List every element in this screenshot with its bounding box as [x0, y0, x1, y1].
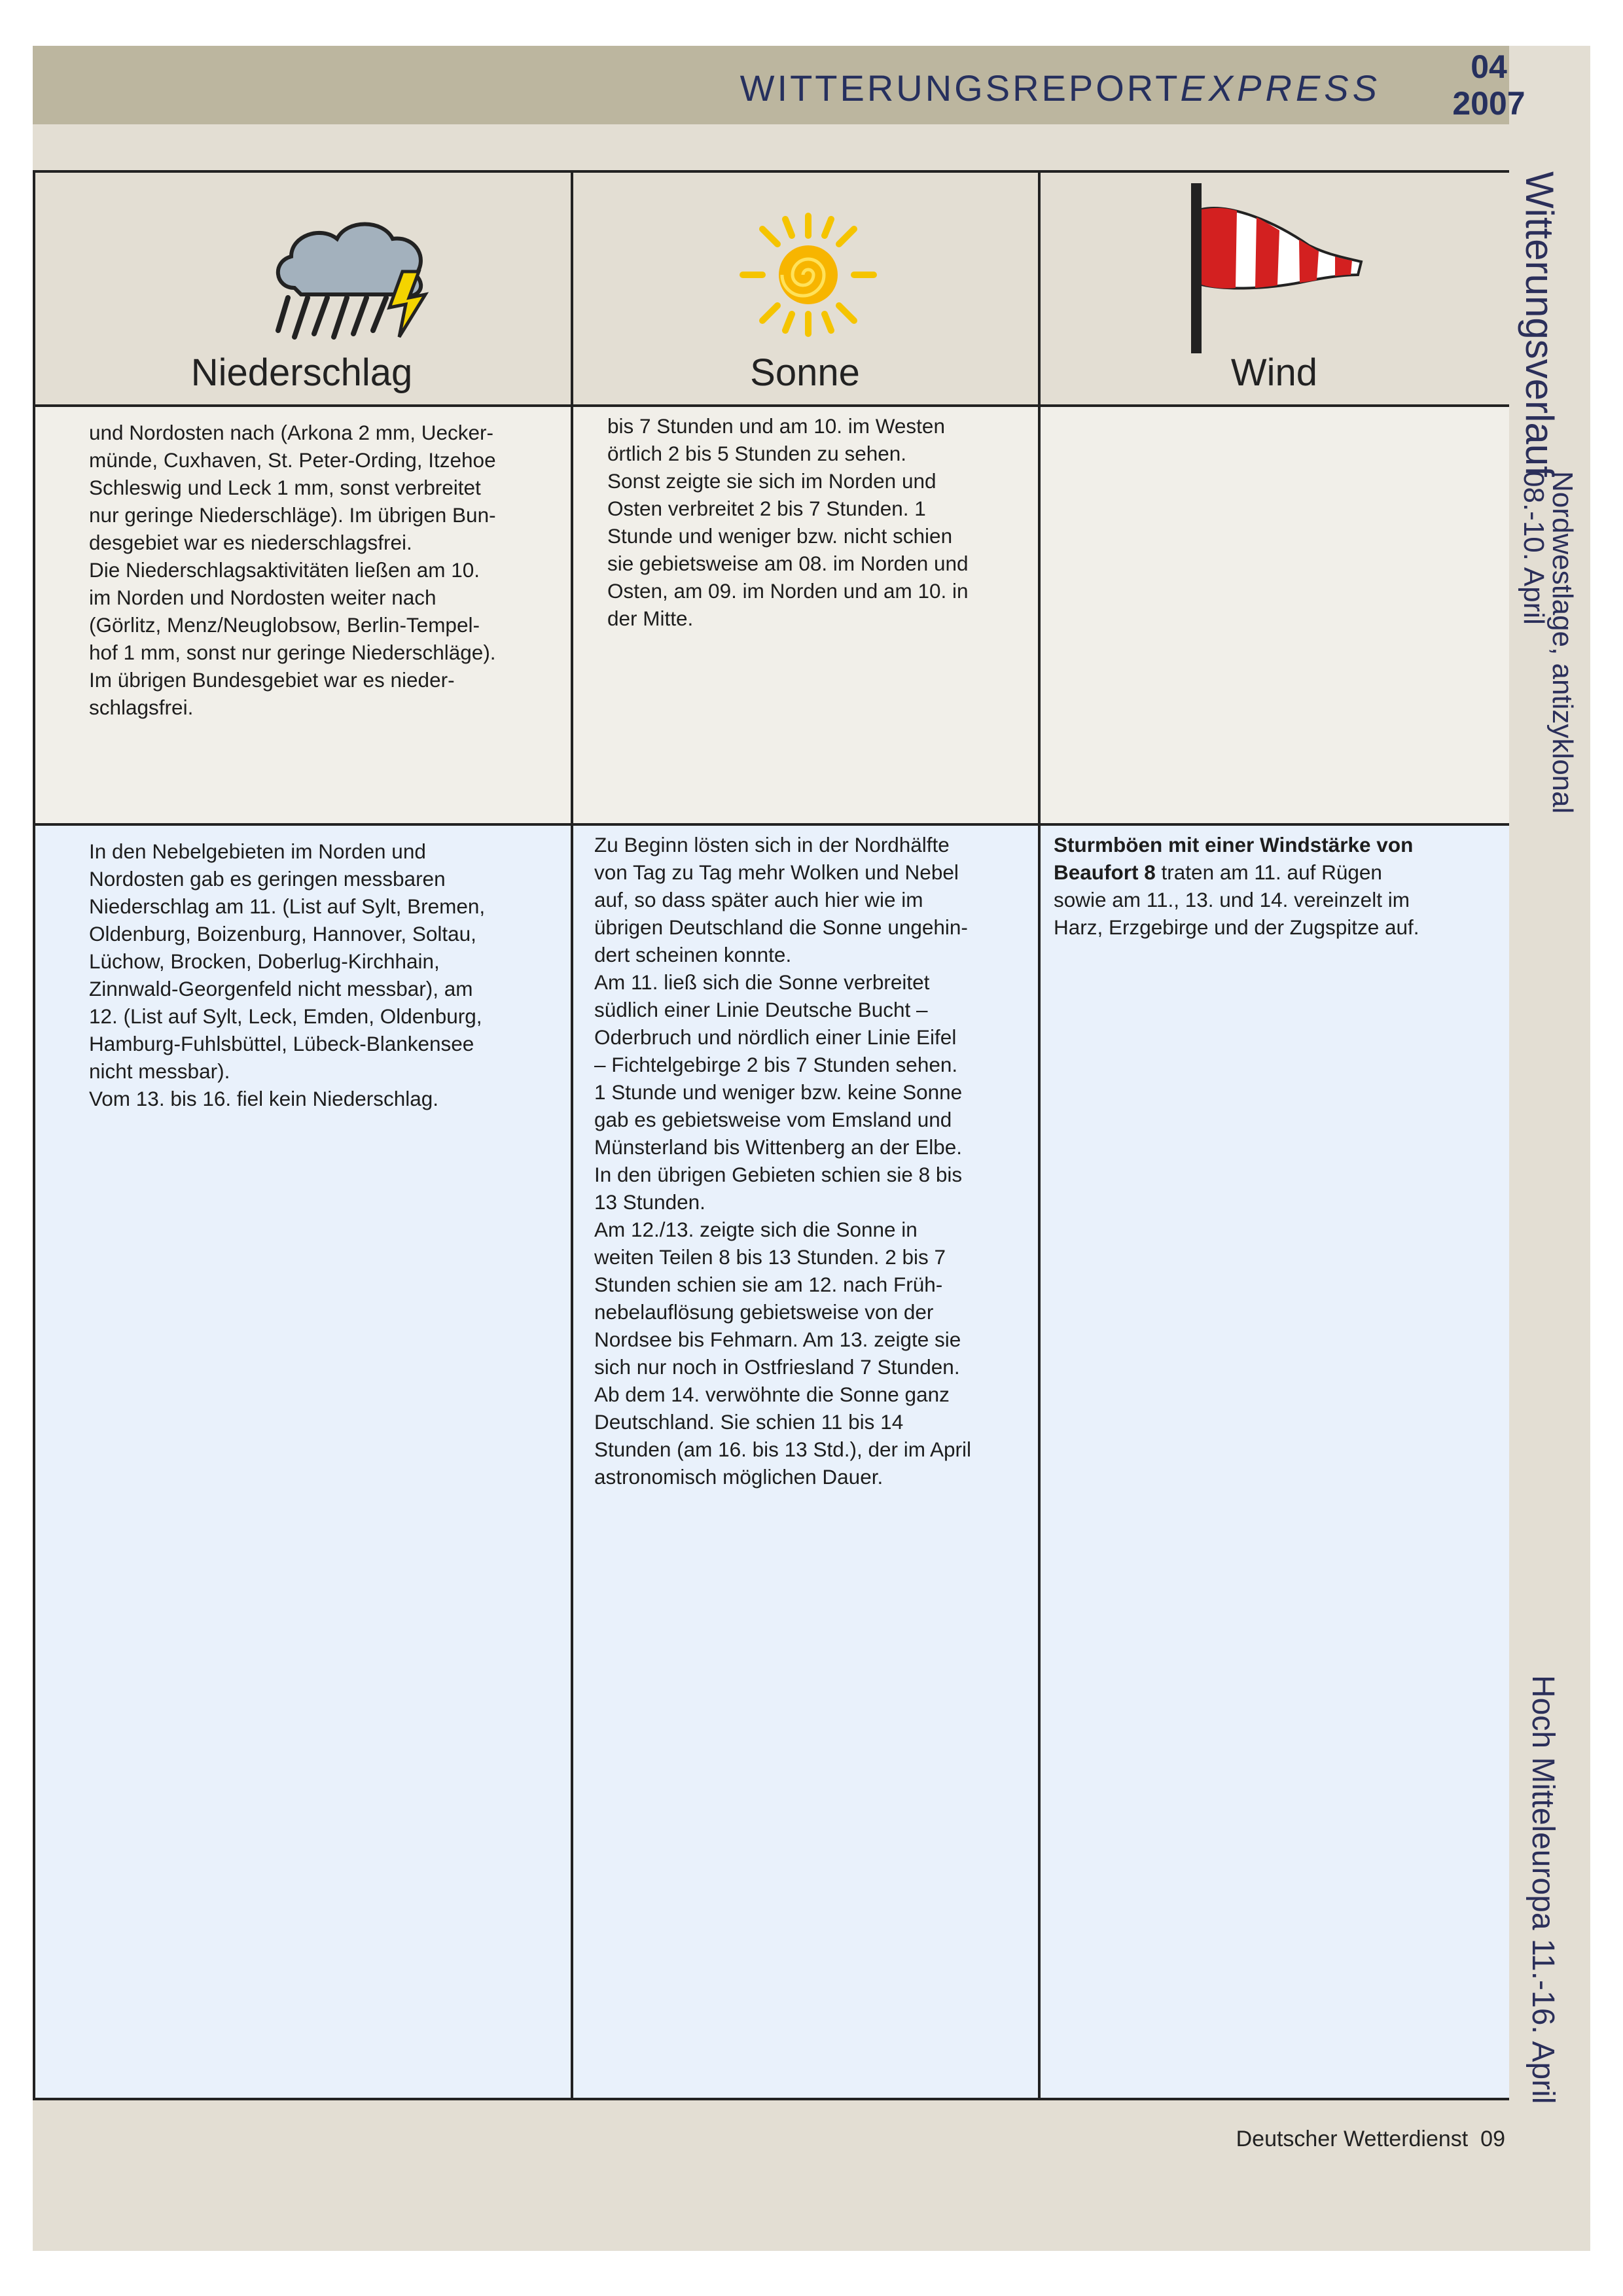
- rain-cloud-lightning-icon: [268, 209, 445, 340]
- footer-page-number: 09: [1480, 2127, 1505, 2151]
- row1-niederschlag-text: [89, 419, 560, 721]
- table-border-left: [33, 170, 35, 2100]
- table-border-row1: [33, 823, 1509, 826]
- column-label-wind: Wind: [1230, 351, 1318, 394]
- side-period1-line1: Nordwestlage, antizyklonal: [1546, 471, 1578, 814]
- table-divider-2: [1038, 170, 1041, 2100]
- table-border-header: [33, 404, 1509, 407]
- column-label-sonne: Sonne: [750, 351, 860, 394]
- side-period1-line2: 08.-10. April: [1518, 471, 1550, 625]
- windsock-icon: [1178, 183, 1374, 353]
- issue-badge: [1440, 48, 1538, 122]
- row1-niederschlag-paragraph: und Nordosten nach (Arkona 2 mm, Uecker- münde, Cuxhaven, St. Peter-Ording, Itzehoe Schleswig und Leck 1 mm, sonst verbreitet nur geringe Niederschläge). Im übrigen Bun- desgebiet war es niederschlagsfrei. Die Niederschlagsaktivitäten ließen am 10. im Norden und Nordosten weiter nach (Görlitz, Menz/Neuglobsow, Berlin-Tempel- hof 1 mm, sonst nur geringe Niederschläge). Im übrigen Bundesgebiet war es nieder- schlagsfrei.: [89, 421, 496, 719]
- report-title: [33, 46, 1381, 124]
- footer-publisher: Deutscher Wetterdienst: [1236, 2127, 1469, 2151]
- row2-sonne-paragraph: Zu Beginn lösten sich in der Nordhälfte von Tag zu Tag mehr Wolken und Nebel auf, so dass später auch hier wie im übrigen Deutschland die Sonne ungehin- dert scheinen konnte. Am 11. ließ sich die Sonne verbreitet südlich einer Linie Deutsche Bucht – Oderbruch und nördlich einer Linie Eifel – Fichtelgebirge 2 bis 7 Stunden sehen. 1 Stunde und weniger bzw. keine Sonne gab es gebietsweise vom Emsland und Münsterland bis Wittenberg an der Elbe. In den übrigen Gebieten schien sie 8 bis 13 Stunden. Am 12./13. zeigte sich die Sonne in weiten Teilen 8 bis 13 Stunden. 2 bis 7 Stunden schien sie am 12. nach Früh- nebelauflösung gebietsweise von der Nordsee bis Fehmarn. Am 13. zeigte sie sich nur noch in Ostfriesland 7 Stunden. Ab dem 14. verwöhnte die Sonne ganz Deutschland. Sie schien 11 bis 14 Stunden (am 16. bis 13 Std.), der im April astronomisch möglichen Dauer.: [594, 833, 972, 1489]
- row2-niederschlag-paragraph: In den Nebelgebieten im Norden und Nordosten gab es geringen messbaren Niederschlag am 11. (List auf Sylt, Bremen, Oldenburg, Boizenburg, Hannover, Soltau, Lüchow, Brocken, Doberlug-Kirchhain, Zinnwald-Georgenfeld nicht messbar), am 12. (List auf Sylt, Leck, Emden, Oldenburg, Hamburg-Fuhlsbüttel, Lübeck-Blankensee nicht messbar). Vom 13. bis 16. fiel kein Niederschlag.: [89, 839, 486, 1110]
- report-title-main: WITTERUNGSREPORT: [740, 67, 1181, 109]
- header-bar: [33, 46, 1525, 124]
- row2-wind-paragraph: traten am 11. auf Rügen sowie am 11., 13. und 14. vereinzelt im Harz, Erzgebirge und der Zugspitze auf.: [1054, 860, 1419, 939]
- table-divider-1: [571, 170, 573, 2100]
- table-border-bottom: [33, 2098, 1509, 2100]
- sun-icon: [733, 206, 883, 344]
- column-label-niederschlag: Niederschlag: [190, 351, 413, 394]
- row1-sonne-paragraph: bis 7 Stunden und am 10. im Westen örtlich 2 bis 5 Stunden zu sehen. Sonst zeigte sie sich im Norden und Osten verbreitet 2 bis 7 Stunden. 1 Stunde und weniger bzw. nicht schien sie gebietsweise am 08. im Norden und Osten, am 09. im Norden und am 10. in der Mitte.: [607, 414, 969, 630]
- issue-number: 04: [1471, 48, 1507, 85]
- table-border-top: [33, 170, 1509, 173]
- row2-wind-text: [1054, 831, 1499, 941]
- side-period2: Hoch Mitteleuropa 11.-16. April: [1525, 1675, 1560, 2104]
- row1-sonne-text: [607, 412, 1033, 632]
- weather-table: [33, 170, 1509, 2100]
- row2-niederschlag-text: [89, 838, 560, 1112]
- issue-year: 2007: [1452, 85, 1525, 122]
- page-footer: [1113, 2127, 1505, 2152]
- row2-wind-bold: Sturmböen mit einer Windstärke von Beaufort 8: [1054, 833, 1414, 884]
- row2-sonne-text: [594, 831, 1033, 1491]
- side-title: Witterungsverlauf: [1518, 171, 1561, 477]
- report-title-suffix: EXPRESS: [1180, 67, 1381, 109]
